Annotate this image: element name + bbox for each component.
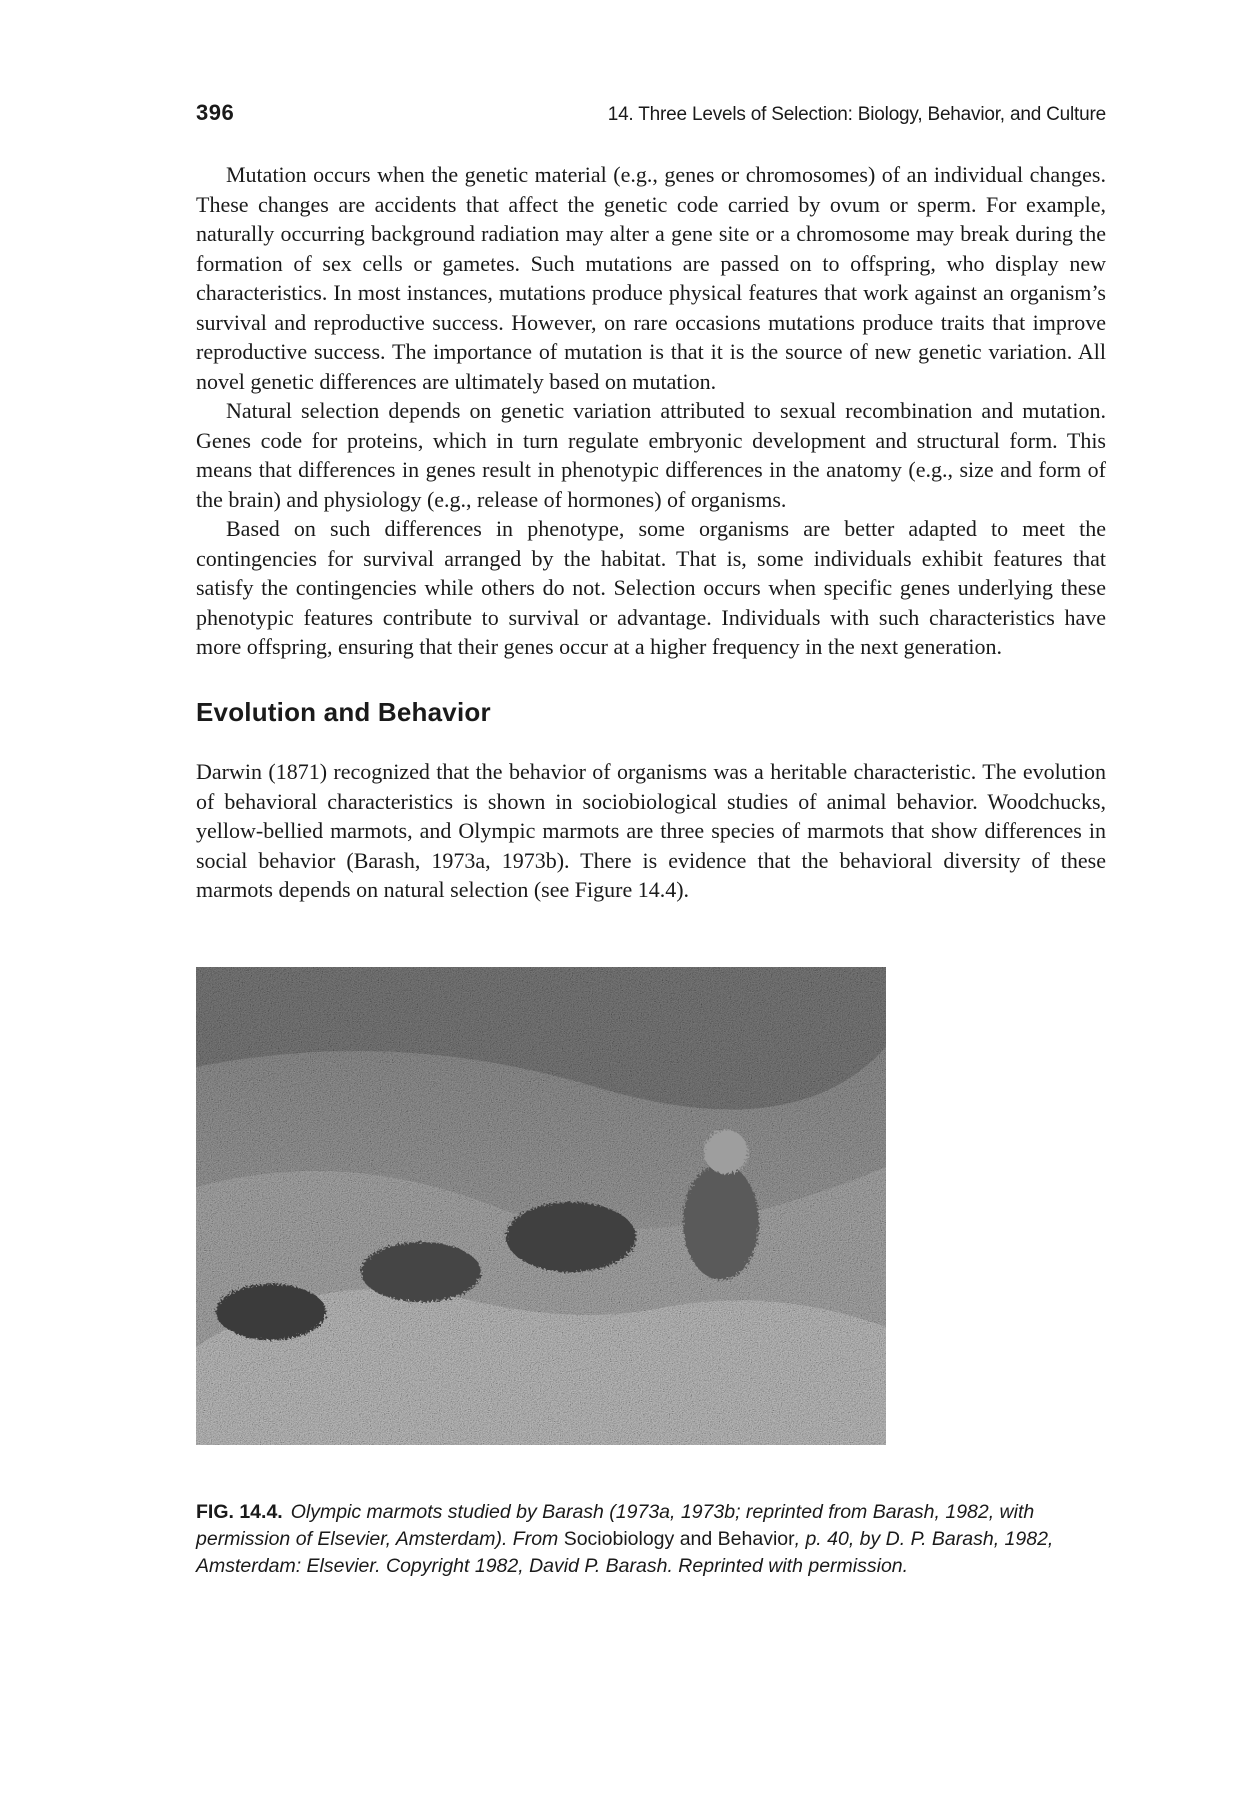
- caption-text-1: Olympic marmots studied by Barash (1973a, 1973b; reprinted from Barash, 1982, with permission of Elsevier, Amsterdam). From: [196, 1500, 1035, 1550]
- paragraph-phenotype: Based on such differences in phenotype, some organisms are better adapted to meet the contingencies for survival arranged by the habitat. That is, some individuals exhibit features that satisfy the contingencies while others do not. Selection occurs when specific genes underlying these phenotypic features contribute to survival or advantage. Individuals with such characteristics have more offspring, ensuring that their genes occur at a higher frequency in the next generation.: [196, 516, 1106, 659]
- running-header: [196, 100, 1106, 134]
- paragraph-mutation: Mutation occurs when the genetic material (e.g., genes or chromosomes) of an individual changes. These changes are accidents that affect the genetic code carried by ovum or sperm. For example, naturally occurring background radiation may alter a gene site or a chromosome may break during the formation of sex cells or gametes. Such mutations are passed on to offspring, who display new characteristics. In most instances, mutations produce physical features that work against an organism’s survival and reproductive success. However, on rare occasions mutations produce traits that improve reproductive success. The importance of mutation is that it is the source of new genetic variation. All novel genetic differences are ultimately based on mutation.: [196, 162, 1106, 394]
- marmot-4: [683, 1164, 759, 1280]
- document-page: [196, 100, 1106, 1580]
- marmot-2: [361, 1242, 481, 1302]
- paragraph-natural-selection: Natural selection depends on genetic variation attributed to sexual recombination and mutation. Genes code for proteins, which in turn regulate embryonic development and structural form. This means that differences in genes result in phenotypic differences in the anatomy (e.g., size and form of the brain) and physiology (e.g., release of hormones) of organisms.: [196, 398, 1106, 512]
- paragraph-evolution-behavior: Darwin (1871) recognized that the behavior of organisms was a heritable characteristic. The evolution of behavioral characteristics is shown in sociobiological studies of animal behavior. Woodchucks, yellow-bellied marmots, and Olympic marmots are three species of marmots that show differences in social behavior (Barash, 1973a, 1973b). There is evidence that the behavioral diversity of these marmots depends on natural selection (see Figure 14.4).: [196, 759, 1106, 902]
- caption-book-title: Sociobiology and Behavior: [563, 1527, 795, 1550]
- marmot-4-head: [704, 1130, 748, 1174]
- section-heading: Evolution and Behavior: [196, 696, 491, 727]
- figure-caption: [196, 1499, 1106, 1580]
- figure-label: FIG. 14.4.: [196, 1500, 283, 1523]
- page-number: 396: [196, 100, 235, 125]
- caption-text-2: , p. 40, by D. P. Barash, 1982, Amsterdam: Elsevier. Copyright 1982, David P. Barash. Reprinted with permission.: [196, 1527, 1054, 1577]
- marmot-1: [216, 1284, 326, 1340]
- marmot-3: [506, 1202, 636, 1272]
- body-text: [196, 160, 1106, 905]
- chapter-title: 14. Three Levels of Selection: Biology, Behavior, and Culture: [607, 104, 1106, 125]
- marmot-photo: [196, 967, 886, 1445]
